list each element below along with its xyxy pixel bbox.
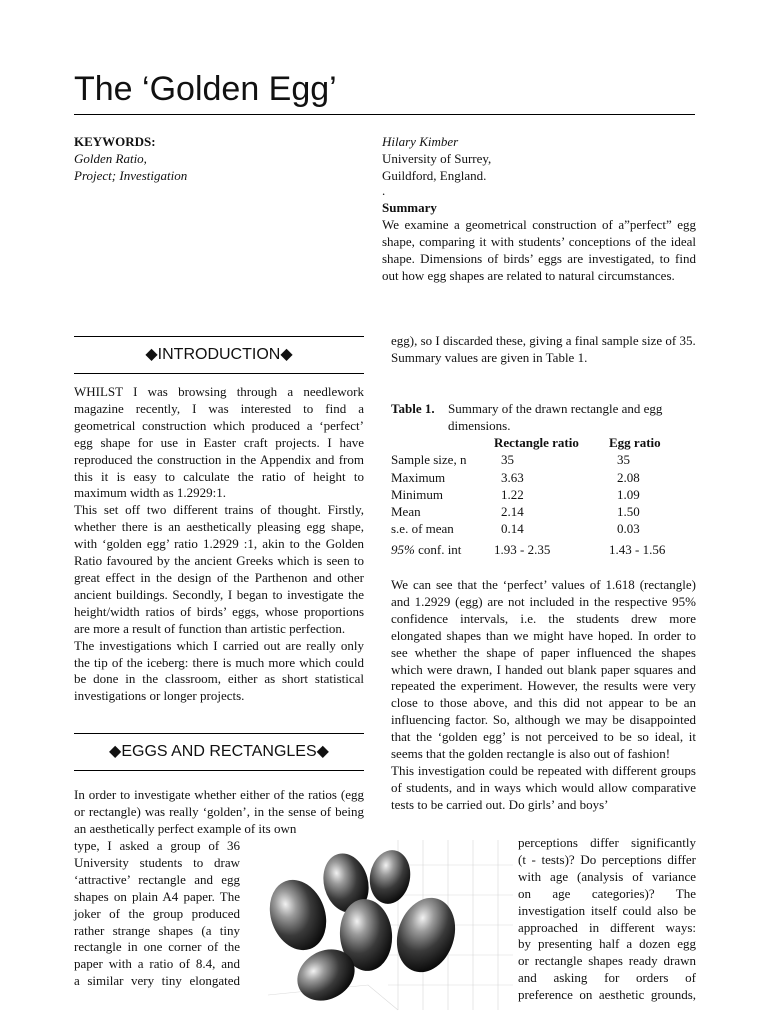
keywords-block xyxy=(74,133,354,184)
table-header-row xyxy=(391,434,696,451)
author-affiliation: Guildford, England. xyxy=(382,168,487,183)
table-cell: 1.50 xyxy=(617,504,640,520)
text-line: investigation itself could also be xyxy=(518,902,696,918)
author-block xyxy=(382,133,696,284)
text-line: by presenting half a dozen egg xyxy=(518,936,696,952)
table-cell: 35 xyxy=(501,452,514,468)
text-line: approached in different ways: xyxy=(518,919,696,935)
text-line: joker of the group produced xyxy=(74,905,240,921)
table-cell: Maximum xyxy=(391,469,446,485)
text-line: shapes on plain A4 paper. The xyxy=(74,888,240,904)
summary-heading: Summary xyxy=(382,200,437,215)
right-column-top xyxy=(391,333,696,367)
text-line: or rectangle shapes ready drawn xyxy=(518,953,696,969)
ci-percent: 95% xyxy=(391,541,415,557)
eggs-illustration xyxy=(248,835,516,1015)
paragraph: egg), so I discarded these, giving a final sample size of 35. xyxy=(391,333,696,348)
table-header-cell: Egg ratio xyxy=(609,435,661,450)
paragraph: This investigation could be repeated with different groups of students, and in ways which would allow comparative tests to be carried out. Do girls’ and boys’ xyxy=(391,762,696,812)
section-heading-eggs-rectangles: ◆EGGS AND RECTANGLES◆ xyxy=(74,733,364,771)
table-row xyxy=(391,520,696,537)
summary-table xyxy=(391,434,696,558)
text-line: perceptions differ significantly xyxy=(518,835,696,850)
keyword-line: Project; Investigation xyxy=(74,168,188,183)
table-caption-text: Summary of the drawn rectangle and egg dimensions. xyxy=(448,401,663,433)
text-line: (t - tests)? Do perceptions differ xyxy=(518,851,696,867)
text-line: and asking for orders of xyxy=(518,970,696,986)
text-line: rather strange shapes (a tiny xyxy=(74,922,240,938)
table-cell: s.e. of mean xyxy=(391,521,454,537)
table-row xyxy=(391,469,696,486)
table-cell: Minimum xyxy=(391,486,444,502)
text-line: preference on aesthetic grounds, xyxy=(518,987,696,1003)
introduction-text xyxy=(74,384,364,705)
egg-shape xyxy=(388,890,465,980)
text-line: type, I asked a group of 36 xyxy=(74,838,240,853)
table-row-confidence xyxy=(391,541,696,558)
table-cell: 1.09 xyxy=(617,486,640,502)
table-cell: 1.43 - 1.56 xyxy=(609,541,666,557)
text-line: with age (analysis of variance xyxy=(518,868,696,884)
eggs-text-top xyxy=(74,787,364,838)
table-cell: 0.14 xyxy=(501,521,524,537)
text-line: on age categories)? The xyxy=(518,885,696,901)
paragraph: Summary values are given in Table 1. xyxy=(391,349,588,365)
paragraph: This set off two different trains of thought. Firstly, whether there is an aesthetically pleasing egg shape, with ‘golden egg’ ratio 1.2929 :1, akin to the Golden Ratio favoured by the ancient Greeks which is seen to great effect in the design of the Parthenon and other ancient buildings. Secondly, I began to investigate the height/width ratios of birds’ eggs, whose proportions are more a result of function than artistic perfection. xyxy=(74,502,364,636)
article-title: The ‘Golden Egg’ xyxy=(74,70,337,108)
keyword-line: Golden Ratio, xyxy=(74,151,147,166)
table-cell: 1.22 xyxy=(501,486,524,502)
text-line: rectangle in one corner of the xyxy=(74,939,240,955)
eggs-text-narrow xyxy=(74,838,240,990)
ci-label: conf. int xyxy=(414,541,462,557)
paragraph: WHILST I was browsing through a needlework magazine recently, I was interested to find a geometrical construction which produced a ‘perfect’ egg shape for use in Easter craft projects. I have reproduced the construction in the Appendix and from this it is easy to calculate the ratio of height to maximum width as 1.2929:1. xyxy=(74,384,364,501)
stray-dot: . xyxy=(382,183,386,198)
table-row xyxy=(391,503,696,520)
table-cell: Sample size, n xyxy=(391,452,467,468)
table-cell xyxy=(391,541,461,558)
table-label: Table 1. xyxy=(391,401,435,416)
text-line: a similar very tiny elongated xyxy=(74,973,240,989)
table-cell: 2.14 xyxy=(501,504,524,520)
title-rule xyxy=(74,114,695,115)
table-cell: 3.63 xyxy=(501,469,524,485)
table-header-cell: Rectangle ratio xyxy=(494,435,579,450)
text-line: paper with a ratio of 8.4, and xyxy=(74,956,240,972)
table-cell: Mean xyxy=(391,504,421,520)
author-name: Hilary Kimber xyxy=(382,134,459,149)
table-cell: 1.93 - 2.35 xyxy=(494,541,551,557)
table-row xyxy=(391,486,696,503)
table-cell: 0.03 xyxy=(617,521,640,537)
keywords-heading: KEYWORDS: xyxy=(74,134,156,149)
text-line: University students to draw xyxy=(74,854,240,870)
right-column-body xyxy=(391,577,696,814)
text-line: ‘attractive’ rectangle and egg xyxy=(74,871,240,887)
paragraph: We can see that the ‘perfect’ values of 1.618 (rectangle) and 1.2929 (egg) are not included in the respective 95% confidence intervals, i.e. the students drew more elongated shapes than we might have hoped. In order to see whether the shape of paper influenced the shapes which were drawn, I handed out blank paper squares and repeated the experiment. However, the results were very close to those above, and this did not appear to be an influencing factor. So, although we may be disappointed that the ‘golden egg’ is not perceived to be so ideal, it seems that the golden rectangle is also out of fashion! xyxy=(391,577,696,762)
author-affiliation: University of Surrey, xyxy=(382,151,492,166)
paragraph: In order to investigate whether either of the ratios (egg or rectangle) was really ‘golden’, in the sense of being an aesthetically perfect example of its own xyxy=(74,787,364,836)
summary-text: We examine a geometrical construction of a”perfect” egg shape, comparing it with students’ conceptions of the ideal shape. Dimensions of birds’ eggs are investigated, to find out how egg shapes are related to natural circumstances. xyxy=(382,217,696,283)
table-cell: 2.08 xyxy=(617,469,640,485)
table-caption xyxy=(391,401,696,433)
right-column-narrow xyxy=(518,835,696,1004)
egg-shape xyxy=(366,847,415,907)
table-cell: 35 xyxy=(617,452,630,468)
table-row xyxy=(391,451,696,468)
section-heading-introduction: ◆INTRODUCTION◆ xyxy=(74,336,364,374)
paragraph: The investigations which I carried out are really only the tip of the iceberg: there is much more which could be done in the classroom, either as short statistical investigations or longer projects. xyxy=(74,637,364,704)
